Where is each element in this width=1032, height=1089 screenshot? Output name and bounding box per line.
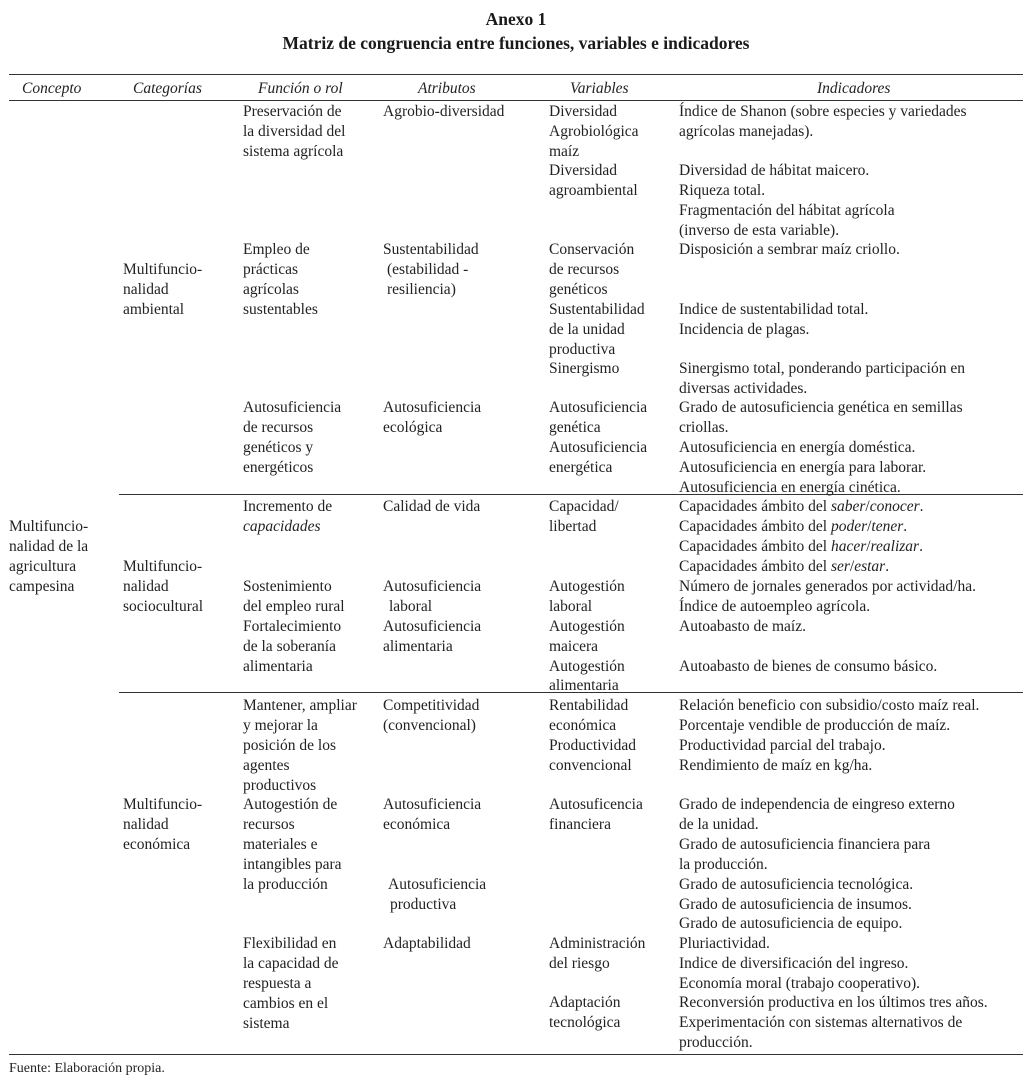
indicator-line: Número de jornales generados por actividad/ha.	[679, 578, 976, 595]
category-ambiental: Multifuncio-	[123, 261, 203, 278]
variable-cell: Autosuficencia	[549, 796, 643, 813]
indicator-line: Riqueza total.	[679, 182, 766, 199]
function-cell: agentes	[243, 757, 290, 774]
variable-cell: agroambiental	[549, 182, 638, 199]
annex-title: Anexo 1	[485, 9, 547, 29]
function-cell: Sostenimiento	[243, 578, 332, 595]
variable-cell: genéticos	[549, 281, 608, 298]
header-bottom-rule	[9, 100, 1023, 101]
variable-cell: Sustentabilidad	[549, 301, 645, 318]
variable-cell: maíz	[549, 143, 580, 160]
header-funcion: Función o rol	[258, 80, 343, 97]
indicator-line: criollas.	[679, 419, 729, 436]
variable-cell: Autogestión	[549, 658, 625, 675]
category-sociocultural: sociocultural	[123, 598, 204, 615]
function-cell: agrícolas	[243, 281, 299, 298]
function-cell: recursos	[243, 816, 295, 833]
indicator-line: Índice de autoempleo agrícola.	[679, 598, 871, 615]
indicator-line: Porcentaje vendible de producción de maíz.	[679, 717, 951, 734]
variable-cell: Agrobiológica	[549, 123, 639, 140]
attribute-cell: Autosuficiencia	[388, 876, 487, 893]
variable-cell: productiva	[549, 341, 616, 358]
indicator-line: de la unidad.	[679, 816, 759, 833]
attribute-cell: (convencional)	[383, 717, 476, 734]
attribute-cell: económica	[383, 816, 451, 833]
indicator-line: Rendimiento de maíz en kg/ha.	[679, 757, 873, 774]
function-cell: Preservación de	[243, 103, 342, 120]
indicator-line: producción.	[679, 1034, 753, 1051]
variable-cell: genética	[549, 419, 601, 436]
attribute-cell: ecológica	[383, 419, 443, 436]
indicator-line: Grado de autosuficiencia de equipo.	[679, 915, 903, 932]
indicator-line: Fragmentación del hábitat agrícola	[679, 202, 895, 219]
attribute-cell: (estabilidad -	[387, 261, 469, 278]
variable-cell: Adaptación	[549, 994, 621, 1011]
category-ambiental: nalidad	[123, 281, 169, 298]
function-cell: sistema agrícola	[243, 143, 344, 160]
variable-cell: del riesgo	[549, 955, 610, 972]
variable-cell: tecnológica	[549, 1014, 621, 1031]
indicator-line: Grado de independencia de eingreso externo	[679, 796, 955, 813]
indicator-line: Grado de autosuficiencia tecnológica.	[679, 876, 914, 893]
concept-line: campesina	[9, 578, 75, 595]
function-cell: del empleo rural	[243, 598, 345, 615]
function-cell: la capacidad de	[243, 955, 339, 972]
variable-cell: de recursos	[549, 261, 620, 278]
function-cell: cambios en el	[243, 995, 329, 1012]
indicator-line: Grado de autosuficiencia financiera para	[679, 836, 931, 853]
indicator-line: diversas actividades.	[679, 380, 808, 397]
attribute-cell: Autosuficiencia	[383, 796, 482, 813]
function-cell: prácticas	[243, 261, 299, 278]
indicator-line: Sinergismo total, ponderando participación en	[679, 360, 965, 377]
indicator-line: Autosuficiencia en energía doméstica.	[679, 439, 916, 456]
attribute-cell: Autosuficiencia	[383, 578, 482, 595]
attribute-cell: Adaptabilidad	[383, 935, 471, 952]
function-cell: Flexibilidad en	[243, 935, 337, 952]
indicator-line: Índice de Shanon (sobre especies y variedades	[679, 103, 967, 120]
annex-subtitle: Matriz de congruencia entre funciones, variables e indicadores	[282, 33, 750, 53]
source-note: Fuente: Elaboración propia.	[9, 1061, 165, 1076]
indicator-line: (inverso de esta variable).	[679, 222, 840, 239]
attribute-cell: alimentaria	[383, 638, 453, 655]
variable-cell: Autosuficiencia	[549, 399, 648, 416]
function-cell: posición de los	[243, 737, 336, 754]
variable-cell: de la unidad	[549, 321, 625, 338]
category-sociocultural: nalidad	[123, 578, 169, 595]
category-sociocultural: Multifuncio-	[123, 558, 203, 575]
variable-cell: Conservación	[549, 241, 635, 258]
variable-cell: energética	[549, 459, 613, 476]
variable-cell: Administración	[549, 935, 646, 952]
attribute-cell: productiva	[390, 896, 457, 913]
attribute-cell: Competitividad	[383, 697, 480, 714]
variable-cell: Productividad	[549, 737, 636, 754]
function-cell: de recursos	[243, 419, 314, 436]
category-ambiental: ambiental	[123, 301, 185, 318]
attribute-cell: Agrobio-diversidad	[383, 103, 505, 120]
indicator-line: Diversidad de hábitat maicero.	[679, 162, 870, 179]
variable-cell: Sinergismo	[549, 360, 620, 377]
function-cell: sistema	[243, 1015, 290, 1032]
indicator-line: Autosuficiencia en energía para laborar.	[679, 459, 927, 476]
indicator-line: Productividad parcial del trabajo.	[679, 737, 886, 754]
variable-cell: Capacidad/	[549, 498, 619, 515]
attribute-cell: laboral	[389, 598, 433, 615]
indicator-line: Capacidades ámbito del poder/tener.	[679, 518, 908, 535]
indicator-line: Autoabasto de maíz.	[679, 618, 806, 635]
variable-cell: Autogestión	[549, 578, 625, 595]
attribute-cell: Sustentabilidad	[383, 241, 479, 258]
function-cell: respuesta a	[243, 975, 312, 992]
table-bottom-rule	[9, 1054, 1023, 1055]
variable-cell: laboral	[549, 598, 593, 615]
function-cell: alimentaria	[243, 658, 313, 675]
function-cell: energéticos	[243, 459, 314, 476]
indicator-line: Grado de autosuficiencia de insumos.	[679, 896, 912, 913]
function-cell: genéticos y	[243, 439, 314, 456]
category-economica: económica	[123, 836, 191, 853]
indicator-line: Experimentación con sistemas alternativos de	[679, 1014, 963, 1031]
header-variables: Variables	[570, 80, 629, 97]
indicator-line: Pluriactividad.	[679, 935, 770, 952]
variable-cell: alimentaria	[549, 677, 619, 694]
function-cell: productivos	[243, 777, 317, 794]
variable-cell: libertad	[549, 518, 597, 535]
indicator-line: Relación beneficio con subsidio/costo maíz real.	[679, 697, 980, 714]
indicator-line: Reconversión productiva en los últimos tres años.	[679, 994, 988, 1011]
function-cell: y mejorar la	[243, 717, 318, 734]
indicator-line: Autoabasto de bienes de consumo básico.	[679, 658, 938, 675]
function-cell: de la soberanía	[243, 638, 336, 655]
indicator-line: Capacidades ámbito del hacer/realizar.	[679, 538, 923, 555]
header-categorias: Categorías	[133, 80, 202, 97]
variable-cell: Rentabilidad	[549, 697, 629, 714]
function-cell: Incremento de	[243, 498, 333, 515]
variable-cell: económica	[549, 717, 617, 734]
indicator-line: Indice de sustentabilidad total.	[679, 301, 869, 318]
function-cell: sustentables	[243, 301, 318, 318]
function-cell: Mantener, ampliar	[243, 697, 357, 714]
indicator-line: Economía moral (trabajo cooperativo).	[679, 975, 921, 992]
attribute-cell: Autosuficiencia	[383, 618, 482, 635]
indicator-line: Indice de diversificación del ingreso.	[679, 955, 909, 972]
function-cell: la diversidad del	[243, 123, 346, 140]
function-cell: Autosuficiencia	[243, 399, 342, 416]
function-cell: Autogestión de	[243, 796, 338, 813]
concept-line: Multifuncio-	[9, 518, 89, 535]
attribute-cell: Calidad de vida	[383, 498, 481, 515]
concept-line: nalidad de la	[9, 538, 89, 555]
variable-cell: Diversidad	[549, 162, 618, 179]
indicator-line: Grado de autosuficiencia genética en semillas	[679, 399, 963, 416]
attribute-cell: resiliencia)	[387, 281, 456, 298]
variable-cell: Autosuficiencia	[549, 439, 648, 456]
category-economica: nalidad	[123, 816, 169, 833]
indicator-line: Capacidades ámbito del ser/estar.	[679, 558, 890, 575]
function-cell: intangibles para	[243, 856, 342, 873]
indicator-line: Autosuficiencia en energía cinética.	[679, 479, 901, 496]
header-concepto: Concepto	[22, 80, 82, 97]
indicator-line: Disposición a sembrar maíz criollo.	[679, 241, 900, 258]
function-cell: materiales e	[243, 836, 318, 853]
header-indicadores: Indicadores	[817, 80, 891, 97]
indicator-line: agrícolas manejadas).	[679, 123, 814, 140]
function-cell: Fortalecimiento	[243, 618, 342, 635]
variable-cell: convencional	[549, 757, 632, 774]
attribute-cell: Autosuficiencia	[383, 399, 482, 416]
indicator-line: la producción.	[679, 856, 768, 873]
indicator-line: Incidencia de plagas.	[679, 321, 810, 338]
indicator-line: Capacidades ámbito del saber/conocer.	[679, 498, 924, 515]
variable-cell: financiera	[549, 816, 611, 833]
header-atributos: Atributos	[418, 80, 476, 97]
function-cell: Empleo de	[243, 241, 310, 258]
variable-cell: Diversidad	[549, 103, 618, 120]
function-cell: la producción	[243, 876, 328, 893]
variable-cell: maicera	[549, 638, 599, 655]
function-cell: capacidades	[243, 518, 321, 535]
category-economica: Multifuncio-	[123, 796, 203, 813]
concept-line: agricultura	[9, 558, 77, 575]
table-top-rule	[9, 74, 1023, 75]
variable-cell: Autogestión	[549, 618, 625, 635]
